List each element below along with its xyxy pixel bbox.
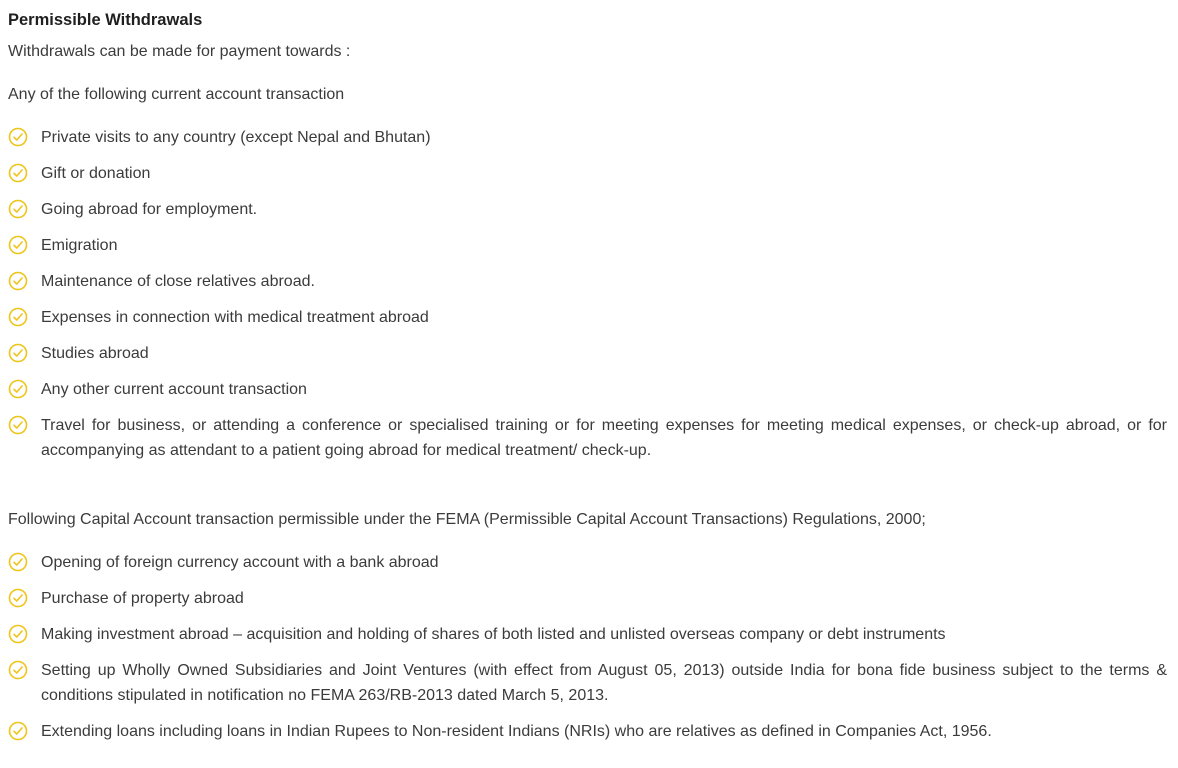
- list-item: [8, 377, 1167, 402]
- check-circle-icon: [8, 271, 28, 291]
- list-item: [8, 197, 1167, 222]
- list-item-text: Expenses in connection with medical treatment abroad: [41, 309, 429, 326]
- check-circle-icon: [8, 415, 28, 435]
- list-item: [8, 658, 1167, 708]
- list-item-text: Studies abroad: [41, 345, 149, 362]
- check-circle-icon: [8, 199, 28, 219]
- check-circle-icon: [8, 307, 28, 327]
- list-item-text: Travel for business, or attending a conference or specialised training or for meeting expenses for meeting medical expenses, or check-up abroad, or for accompanying as attendant to a patient going abroad for medical treatment/ check-up.: [41, 417, 1167, 459]
- list-item: [8, 341, 1167, 366]
- check-circle-icon: [8, 235, 28, 255]
- check-circle-icon: [8, 163, 28, 183]
- list-item: [8, 719, 1167, 744]
- list-item: [8, 550, 1167, 575]
- check-circle-icon: [8, 660, 28, 680]
- check-circle-icon: [8, 624, 28, 644]
- check-circle-icon: [8, 721, 28, 741]
- list-item-text: Any other current account transaction: [41, 381, 307, 398]
- list-item-text: Going abroad for employment.: [41, 201, 258, 218]
- list-item: [8, 269, 1167, 294]
- list-item: [8, 413, 1167, 463]
- check-circle-icon: [8, 552, 28, 572]
- list-item-text: Opening of foreign currency account with a bank abroad: [41, 554, 439, 571]
- current-account-list: [8, 125, 1167, 463]
- list-item-text: Gift or donation: [41, 165, 151, 182]
- check-circle-icon: [8, 127, 28, 147]
- list-item: [8, 125, 1167, 150]
- list-item: [8, 161, 1167, 186]
- content-section: [8, 8, 1167, 744]
- capital-account-list: [8, 550, 1167, 744]
- section-title: Permissible Withdrawals: [8, 11, 203, 29]
- list-item: [8, 233, 1167, 258]
- current-account-heading: Any of the following current account transaction: [8, 86, 345, 103]
- intro-text: Withdrawals can be made for payment towards :: [8, 43, 351, 60]
- list-item-text: Private visits to any country (except Nepal and Bhutan): [41, 129, 431, 146]
- capital-account-heading: Following Capital Account transaction permissible under the FEMA (Permissible Capital Account Transactions) Regulations, 2000;: [8, 511, 926, 528]
- list-item-text: Making investment abroad – acquisition and holding of shares of both listed and unlisted overseas company or debt instruments: [41, 626, 946, 643]
- list-item-text: Emigration: [41, 237, 118, 254]
- check-circle-icon: [8, 343, 28, 363]
- list-item: [8, 622, 1167, 647]
- check-circle-icon: [8, 588, 28, 608]
- list-item: [8, 586, 1167, 611]
- check-circle-icon: [8, 379, 28, 399]
- list-item: [8, 305, 1167, 330]
- list-item-text: Purchase of property abroad: [41, 590, 244, 607]
- list-item-text: Extending loans including loans in Indian Rupees to Non-resident Indians (NRIs) who are relatives as defined in Companies Act, 1956.: [41, 723, 992, 740]
- list-item-text: Maintenance of close relatives abroad.: [41, 273, 315, 290]
- list-item-text: Setting up Wholly Owned Subsidiaries and Joint Ventures (with effect from August 05, 2013) outside India for bona fide business subject to the terms & conditions stipulated in notification no FEMA 263/RB-2013 dated March 5, 2013.: [41, 662, 1167, 704]
